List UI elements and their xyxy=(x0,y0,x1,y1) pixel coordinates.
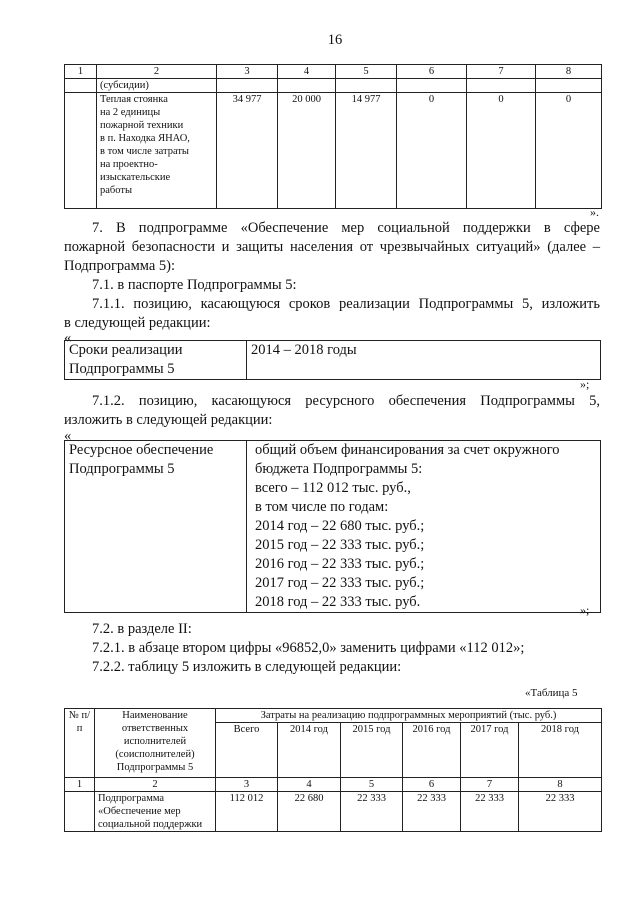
cell-line: Сроки реализации xyxy=(69,342,183,358)
cell-line: на 2 единицы xyxy=(100,107,161,118)
paragraph-line: изложить в следующей редакции: xyxy=(64,412,273,428)
term-table xyxy=(64,340,601,380)
paragraph-line: 7.1.2. позицию, касающуюся ресурсного обеспечения Подпрограммы 5, xyxy=(92,393,600,409)
header-cell: 2015 год xyxy=(341,723,403,778)
closing-quote: »; xyxy=(580,377,590,391)
paragraph-line: Подпрограмма 5): xyxy=(64,258,175,274)
paragraph-line: 7.2.2. таблицу 5 изложить в следующей редакции: xyxy=(92,659,402,675)
header-cell: Всего xyxy=(216,723,278,778)
cell-line: работы xyxy=(100,185,133,196)
cell-line: Наименование xyxy=(122,710,188,721)
cell-line: бюджета Подпрограммы 5: xyxy=(255,461,423,477)
table-5 xyxy=(64,708,602,832)
opening-quote: « xyxy=(64,428,72,444)
header-cell: 7 xyxy=(467,65,536,79)
cell: 34 977 xyxy=(217,93,278,209)
cell: 7 xyxy=(461,778,519,792)
cell: 2014 – 2018 годы xyxy=(247,341,601,380)
cell-line: изыскательские xyxy=(100,172,171,183)
cell: 3 xyxy=(216,778,278,792)
page-number: 16 xyxy=(327,32,343,48)
cell-line: ответственных xyxy=(121,723,189,734)
header-cell: 2017 год xyxy=(461,723,519,778)
cell: 2 xyxy=(95,778,216,792)
cell: 0 xyxy=(536,93,602,209)
header-cell: 1 xyxy=(65,65,97,79)
cell-line: Ресурсное обеспечение xyxy=(69,442,214,458)
header-cell: 2016 год xyxy=(403,723,461,778)
cell: 1 xyxy=(65,778,95,792)
cell-line: Подпрограммы 5 xyxy=(116,762,194,773)
table-row xyxy=(65,93,602,209)
cell: 20 000 xyxy=(278,93,336,209)
cell-line: Подпрограмма xyxy=(98,793,165,804)
header-group-cell: Затраты на реализацию подпрограммных мероприятий (тыс. руб.) xyxy=(216,709,602,723)
cell: 8 xyxy=(519,778,602,792)
opening-quote: « xyxy=(64,330,72,346)
header-cell: 6 xyxy=(397,65,467,79)
header-cell xyxy=(95,709,216,778)
paragraph-line: 7.2. в разделе II: xyxy=(92,621,192,637)
paragraph-line: 7.2.1. в абзаце втором цифры «96852,0» заменить цифрами «112 012»; xyxy=(92,640,525,656)
cell: 0 xyxy=(467,93,536,209)
header-cell: 4 xyxy=(278,65,336,79)
cell: 4 xyxy=(278,778,341,792)
cell xyxy=(95,792,216,832)
cell-line: социальной поддержки xyxy=(98,819,203,830)
header-cell: 2014 год xyxy=(278,723,341,778)
paragraph-line: в следующей редакции: xyxy=(64,315,211,331)
cell-line: в п. Находка ЯНАО, xyxy=(100,133,190,144)
header-cell: 2 xyxy=(97,65,217,79)
paragraph-line: 7.1. в паспорте Подпрограммы 5: xyxy=(92,277,297,293)
cell: 22 680 xyxy=(278,792,341,832)
cell: 112 012 xyxy=(216,792,278,832)
cell-line: Теплая стоянка xyxy=(100,94,168,105)
column-number-row xyxy=(65,778,602,792)
cell: 0 xyxy=(397,93,467,209)
cell-line: общий объем финансирования за счет окружного xyxy=(255,442,560,458)
cell: 22 333 xyxy=(461,792,519,832)
closing-quote: »; xyxy=(580,603,590,617)
cell-line: в том числе затраты xyxy=(100,146,189,157)
header-cell: 2018 год xyxy=(519,723,602,778)
table-caption: «Таблица 5 xyxy=(525,687,578,699)
cell: 22 333 xyxy=(519,792,602,832)
cell-line: на проектно- xyxy=(100,159,158,170)
cell-line: 2017 год – 22 333 тыс. руб.; xyxy=(255,575,425,591)
table-row xyxy=(65,79,602,93)
cell-line: исполнителей xyxy=(123,736,187,747)
cell-line: всего – 112 012 тыс. руб., xyxy=(255,480,411,496)
cell-line: Подпрограммы 5 xyxy=(69,361,175,377)
table-row xyxy=(65,792,602,832)
cell: 14 977 xyxy=(336,93,397,209)
cell-line: (соисполнителей) xyxy=(115,749,195,760)
cell-line: «Обеспечение мер xyxy=(98,806,181,817)
cell: 22 333 xyxy=(341,792,403,832)
header-cell: № п/п xyxy=(65,709,95,778)
table-continuation xyxy=(64,64,602,209)
paragraph-line: 7.1.1. позицию, касающуюся сроков реализации Подпрограммы 5, изложить xyxy=(92,296,600,312)
header-cell: 5 xyxy=(336,65,397,79)
paragraph-line: 7. В подпрограмме «Обеспечение мер социальной поддержки в сфере xyxy=(92,220,600,236)
cell-line: 2015 год – 22 333 тыс. руб.; xyxy=(255,537,425,553)
table-header-row xyxy=(65,65,602,79)
item-name-cell xyxy=(97,93,217,209)
header-cell: 8 xyxy=(536,65,602,79)
cell: 22 333 xyxy=(403,792,461,832)
cell-line: Подпрограммы 5 xyxy=(69,461,175,477)
cell: 6 xyxy=(403,778,461,792)
closing-quote: ». xyxy=(590,205,599,219)
cell-line: пожарной техники xyxy=(100,120,184,131)
header-cell: 3 xyxy=(217,65,278,79)
cell: (субсидии) xyxy=(97,79,217,93)
cell-line: 2016 год – 22 333 тыс. руб.; xyxy=(255,556,425,572)
paragraph-line: пожарной безопасности и защиты населения от чрезвычайных ситуаций» (далее – xyxy=(64,239,600,255)
resources-table xyxy=(64,440,601,613)
cell-line: в том числе по годам: xyxy=(255,499,389,515)
cell-line: 2018 год – 22 333 тыс. руб. xyxy=(255,594,421,610)
cell: 5 xyxy=(341,778,403,792)
cell-line: 2014 год – 22 680 тыс. руб.; xyxy=(255,518,425,534)
